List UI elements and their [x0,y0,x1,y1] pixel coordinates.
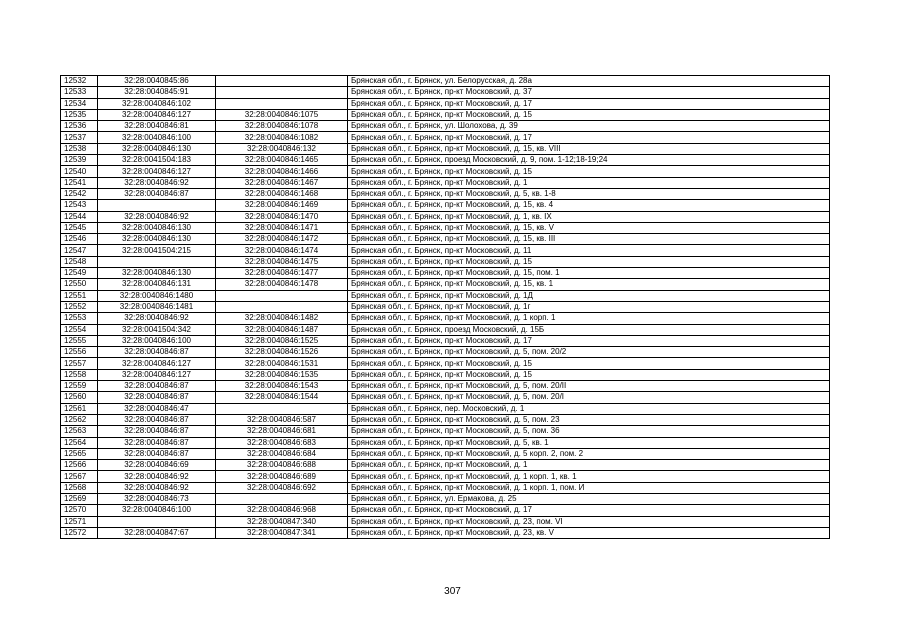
address-cell: Брянская обл., г. Брянск, пр-кт Московский, д. 15 [348,358,830,369]
object-cadastral-number-cell [216,290,348,301]
address-cell: Брянская обл., г. Брянск, пр-кт Московский, д. 1 корп. 1, пом. И [348,482,830,493]
address-cell: Брянская обл., г. Брянск, пер. Московский, д. 1 [348,403,830,414]
row-number-cell: 12536 [61,121,98,132]
cadastral-number-cell: 32:28:0040846:102 [98,98,216,109]
table-row [61,313,830,324]
page-number: 307 [444,586,461,597]
object-cadastral-number-cell: 32:28:0040846:1544 [216,392,348,403]
cadastral-number-cell: 32:28:0040846:92 [98,482,216,493]
address-cell: Брянская обл., г. Брянск, пр-кт Московский, д. 23, пом. VI [348,516,830,527]
cadastral-number-cell [98,516,216,527]
cadastral-number-cell [98,200,216,211]
table-row [61,392,830,403]
cadastral-number-cell: 32:28:0040846:100 [98,505,216,516]
table-row [61,448,830,459]
object-cadastral-number-cell: 32:28:0040846:1535 [216,369,348,380]
cadastral-number-cell: 32:28:0040846:92 [98,471,216,482]
cadastral-number-cell: 32:28:0040846:92 [98,177,216,188]
table-row [61,505,830,516]
table-row [61,347,830,358]
cadastral-number-cell: 32:28:0040846:100 [98,335,216,346]
object-cadastral-number-cell: 32:28:0040846:1467 [216,177,348,188]
object-cadastral-number-cell: 32:28:0040846:1477 [216,268,348,279]
row-number-cell: 12558 [61,369,98,380]
row-number-cell: 12567 [61,471,98,482]
row-number-cell: 12568 [61,482,98,493]
row-number-cell: 12561 [61,403,98,414]
address-cell: Брянская обл., г. Брянск, пр-кт Московский, д. 17 [348,132,830,143]
table-row [61,301,830,312]
table-row [61,188,830,199]
object-cadastral-number-cell [216,87,348,98]
address-cell: Брянская обл., г. Брянск, пр-кт Московский, д. 5, пом. 20/2 [348,347,830,358]
address-cell: Брянская обл., г. Брянск, ул. Шолохова, д. 39 [348,121,830,132]
cadastral-number-cell: 32:28:0040846:87 [98,188,216,199]
row-number-cell: 12533 [61,87,98,98]
table-row [61,211,830,222]
row-number-cell: 12562 [61,414,98,425]
object-cadastral-number-cell: 32:28:0040846:1469 [216,200,348,211]
table-row [61,482,830,493]
object-cadastral-number-cell: 32:28:0040846:587 [216,414,348,425]
address-cell: Брянская обл., г. Брянск, проезд Московский, д. 9, пом. 1-12;18-19;24 [348,155,830,166]
cadastral-number-cell: 32:28:0040846:47 [98,403,216,414]
table-row [61,121,830,132]
row-number-cell: 12550 [61,279,98,290]
table-row [61,279,830,290]
address-cell: Брянская обл., г. Брянск, пр-кт Московский, д. 15 [348,166,830,177]
object-cadastral-number-cell: 32:28:0040846:1478 [216,279,348,290]
object-cadastral-number-cell [216,98,348,109]
table-row [61,381,830,392]
row-number-cell: 12557 [61,358,98,369]
object-cadastral-number-cell: 32:28:0040846:683 [216,437,348,448]
object-cadastral-number-cell: 32:28:0040846:1470 [216,211,348,222]
address-cell: Брянская обл., г. Брянск, пр-кт Московский, д. 5, пом. 23 [348,414,830,425]
table-row [61,155,830,166]
object-cadastral-number-cell [216,76,348,87]
object-cadastral-number-cell: 32:28:0040846:1531 [216,358,348,369]
table-row [61,426,830,437]
row-number-cell: 12539 [61,155,98,166]
object-cadastral-number-cell [216,403,348,414]
object-cadastral-number-cell: 32:28:0040846:1471 [216,222,348,233]
row-number-cell: 12570 [61,505,98,516]
address-cell: Брянская обл., г. Брянск, пр-кт Московский, д. 5, пом. 36 [348,426,830,437]
cadastral-number-cell: 32:28:0040846:127 [98,369,216,380]
row-number-cell: 12532 [61,76,98,87]
row-number-cell: 12564 [61,437,98,448]
row-number-cell: 12555 [61,335,98,346]
cadastral-number-cell: 32:28:0041504:342 [98,324,216,335]
table-row [61,76,830,87]
address-cell: Брянская обл., г. Брянск, пр-кт Московский, д. 1, кв. IX [348,211,830,222]
object-cadastral-number-cell: 32:28:0040846:132 [216,143,348,154]
table-row [61,460,830,471]
object-cadastral-number-cell: 32:28:0040846:1487 [216,324,348,335]
cadastral-number-cell: 32:28:0041504:215 [98,245,216,256]
cadastral-number-cell: 32:28:0040846:130 [98,222,216,233]
cadastral-number-cell: 32:28:0040846:87 [98,426,216,437]
table-row [61,335,830,346]
row-number-cell: 12544 [61,211,98,222]
row-number-cell: 12534 [61,98,98,109]
object-cadastral-number-cell: 32:28:0040846:968 [216,505,348,516]
cadastral-number-cell: 32:28:0040846:127 [98,166,216,177]
address-cell: Брянская обл., г. Брянск, пр-кт Московский, д. 37 [348,87,830,98]
object-cadastral-number-cell: 32:28:0040846:689 [216,471,348,482]
address-cell: Брянская обл., г. Брянск, пр-кт Московский, д. 23, кв. V [348,527,830,538]
object-cadastral-number-cell: 32:28:0040846:692 [216,482,348,493]
table-row [61,200,830,211]
row-number-cell: 12546 [61,234,98,245]
object-cadastral-number-cell: 32:28:0040846:1526 [216,347,348,358]
cadastral-number-cell: 32:28:0040846:127 [98,358,216,369]
table-row [61,177,830,188]
address-cell: Брянская обл., г. Брянск, пр-кт Московский, д. 5, кв. 1-8 [348,188,830,199]
address-cell: Брянская обл., г. Брянск, пр-кт Московский, д. 15, кв. VIII [348,143,830,154]
address-cell: Брянская обл., г. Брянск, пр-кт Московский, д. 17 [348,505,830,516]
address-cell: Брянская обл., г. Брянск, пр-кт Московский, д. 17 [348,98,830,109]
row-number-cell: 12547 [61,245,98,256]
object-cadastral-number-cell: 32:28:0040846:681 [216,426,348,437]
cadastral-number-cell: 32:28:0040846:92 [98,211,216,222]
address-cell: Брянская обл., г. Брянск, пр-кт Московский, д. 15 [348,109,830,120]
address-cell: Брянская обл., г. Брянск, пр-кт Московский, д. 1 корп. 1, кв. 1 [348,471,830,482]
cadastral-number-cell: 32:28:0040846:131 [98,279,216,290]
address-cell: Брянская обл., г. Брянск, пр-кт Московский, д. 15, кв. 4 [348,200,830,211]
address-cell: Брянская обл., г. Брянск, пр-кт Московский, д. 5 корп. 2, пом. 2 [348,448,830,459]
table-row [61,324,830,335]
cadastral-number-cell: 32:28:0040846:130 [98,143,216,154]
address-cell: Брянская обл., г. Брянск, проезд Московский, д. 15Б [348,324,830,335]
table-row [61,527,830,538]
object-cadastral-number-cell: 32:28:0040846:1474 [216,245,348,256]
cadastral-number-cell: 32:28:0040846:87 [98,414,216,425]
address-cell: Брянская обл., г. Брянск, пр-кт Московский, д. 15, пом. 1 [348,268,830,279]
table-row [61,166,830,177]
address-cell: Брянская обл., г. Брянск, пр-кт Московский, д. 1Д [348,290,830,301]
address-cell: Брянская обл., г. Брянск, пр-кт Московский, д. 5, пом. 20/I [348,392,830,403]
object-cadastral-number-cell: 32:28:0040846:684 [216,448,348,459]
object-cadastral-number-cell: 32:28:0040846:1468 [216,188,348,199]
cadastral-number-cell: 32:28:0040847:67 [98,527,216,538]
cadastral-number-cell: 32:28:0040846:87 [98,392,216,403]
table-row [61,132,830,143]
table-row [61,268,830,279]
object-cadastral-number-cell: 32:28:0040847:341 [216,527,348,538]
row-number-cell: 12537 [61,132,98,143]
address-cell: Брянская обл., г. Брянск, ул. Ермакова, д. 25 [348,493,830,504]
cadastral-number-cell: 32:28:0040846:127 [98,109,216,120]
table-row [61,109,830,120]
table-row [61,234,830,245]
table-row [61,98,830,109]
cadastral-number-cell: 32:28:0040846:87 [98,381,216,392]
cadastral-number-cell: 32:28:0040846:81 [98,121,216,132]
object-cadastral-number-cell: 32:28:0040846:1082 [216,132,348,143]
address-cell: Брянская обл., г. Брянск, пр-кт Московский, д. 17 [348,335,830,346]
address-cell: Брянская обл., г. Брянск, пр-кт Московский, д. 1 корп. 1 [348,313,830,324]
address-cell: Брянская обл., г. Брянск, пр-кт Московский, д. 11 [348,245,830,256]
cadastral-number-cell: 32:28:0040846:100 [98,132,216,143]
address-cell: Брянская обл., г. Брянск, пр-кт Московский, д. 15, кв. III [348,234,830,245]
row-number-cell: 12563 [61,426,98,437]
table-row [61,143,830,154]
address-cell: Брянская обл., г. Брянск, ул. Белорусская, д. 28а [348,76,830,87]
row-number-cell: 12559 [61,381,98,392]
row-number-cell: 12541 [61,177,98,188]
cadastral-number-cell: 32:28:0040846:1481 [98,301,216,312]
row-number-cell: 12556 [61,347,98,358]
object-cadastral-number-cell: 32:28:0040846:1075 [216,109,348,120]
registry-table-body [61,76,830,539]
table-row [61,437,830,448]
cadastral-number-cell: 32:28:0040846:1480 [98,290,216,301]
row-number-cell: 12572 [61,527,98,538]
row-number-cell: 12540 [61,166,98,177]
row-number-cell: 12551 [61,290,98,301]
object-cadastral-number-cell: 32:28:0040846:1482 [216,313,348,324]
address-cell: Брянская обл., г. Брянск, пр-кт Московский, д. 15 [348,369,830,380]
address-cell: Брянская обл., г. Брянск, пр-кт Московский, д. 1 [348,460,830,471]
table-row [61,403,830,414]
cadastral-number-cell: 32:28:0040845:91 [98,87,216,98]
row-number-cell: 12535 [61,109,98,120]
object-cadastral-number-cell: 32:28:0040846:688 [216,460,348,471]
table-row [61,290,830,301]
address-cell: Брянская обл., г. Брянск, пр-кт Московский, д. 1 [348,177,830,188]
cadastral-number-cell [98,256,216,267]
address-cell: Брянская обл., г. Брянск, пр-кт Московский, д. 15, кв. 1 [348,279,830,290]
row-number-cell: 12554 [61,324,98,335]
table-row [61,222,830,233]
row-number-cell: 12545 [61,222,98,233]
cadastral-number-cell: 32:28:0040846:69 [98,460,216,471]
object-cadastral-number-cell [216,301,348,312]
table-row [61,358,830,369]
cadastral-number-cell: 32:28:0040846:130 [98,268,216,279]
row-number-cell: 12538 [61,143,98,154]
object-cadastral-number-cell: 32:28:0040847:340 [216,516,348,527]
cadastral-number-cell: 32:28:0040846:130 [98,234,216,245]
table-row [61,516,830,527]
row-number-cell: 12542 [61,188,98,199]
row-number-cell: 12543 [61,200,98,211]
row-number-cell: 12548 [61,256,98,267]
row-number-cell: 12566 [61,460,98,471]
row-number-cell: 12571 [61,516,98,527]
table-row [61,471,830,482]
row-number-cell: 12560 [61,392,98,403]
object-cadastral-number-cell: 32:28:0040846:1472 [216,234,348,245]
table-row [61,256,830,267]
cadastral-number-cell: 32:28:0040846:92 [98,313,216,324]
object-cadastral-number-cell: 32:28:0040846:1475 [216,256,348,267]
object-cadastral-number-cell: 32:28:0040846:1078 [216,121,348,132]
cadastral-number-cell: 32:28:0040846:87 [98,448,216,459]
cadastral-number-cell: 32:28:0040845:86 [98,76,216,87]
row-number-cell: 12552 [61,301,98,312]
row-number-cell: 12549 [61,268,98,279]
cadastral-number-cell: 32:28:0040846:87 [98,437,216,448]
registry-table [60,75,830,539]
cadastral-number-cell: 32:28:0040846:87 [98,347,216,358]
row-number-cell: 12565 [61,448,98,459]
address-cell: Брянская обл., г. Брянск, пр-кт Московский, д. 5, кв. 1 [348,437,830,448]
object-cadastral-number-cell [216,493,348,504]
cadastral-number-cell: 32:28:0040846:73 [98,493,216,504]
object-cadastral-number-cell: 32:28:0040846:1525 [216,335,348,346]
object-cadastral-number-cell: 32:28:0040846:1466 [216,166,348,177]
table-row [61,414,830,425]
table-row [61,87,830,98]
cadastral-number-cell: 32:28:0041504:183 [98,155,216,166]
row-number-cell: 12553 [61,313,98,324]
address-cell: Брянская обл., г. Брянск, пр-кт Московский, д. 15 [348,256,830,267]
address-cell: Брянская обл., г. Брянск, пр-кт Московский, д. 15, кв. V [348,222,830,233]
table-row [61,245,830,256]
object-cadastral-number-cell: 32:28:0040846:1465 [216,155,348,166]
address-cell: Брянская обл., г. Брянск, пр-кт Московский, д. 1г [348,301,830,312]
object-cadastral-number-cell: 32:28:0040846:1543 [216,381,348,392]
table-row [61,493,830,504]
row-number-cell: 12569 [61,493,98,504]
address-cell: Брянская обл., г. Брянск, пр-кт Московский, д. 5, пом. 20/II [348,381,830,392]
table-row [61,369,830,380]
